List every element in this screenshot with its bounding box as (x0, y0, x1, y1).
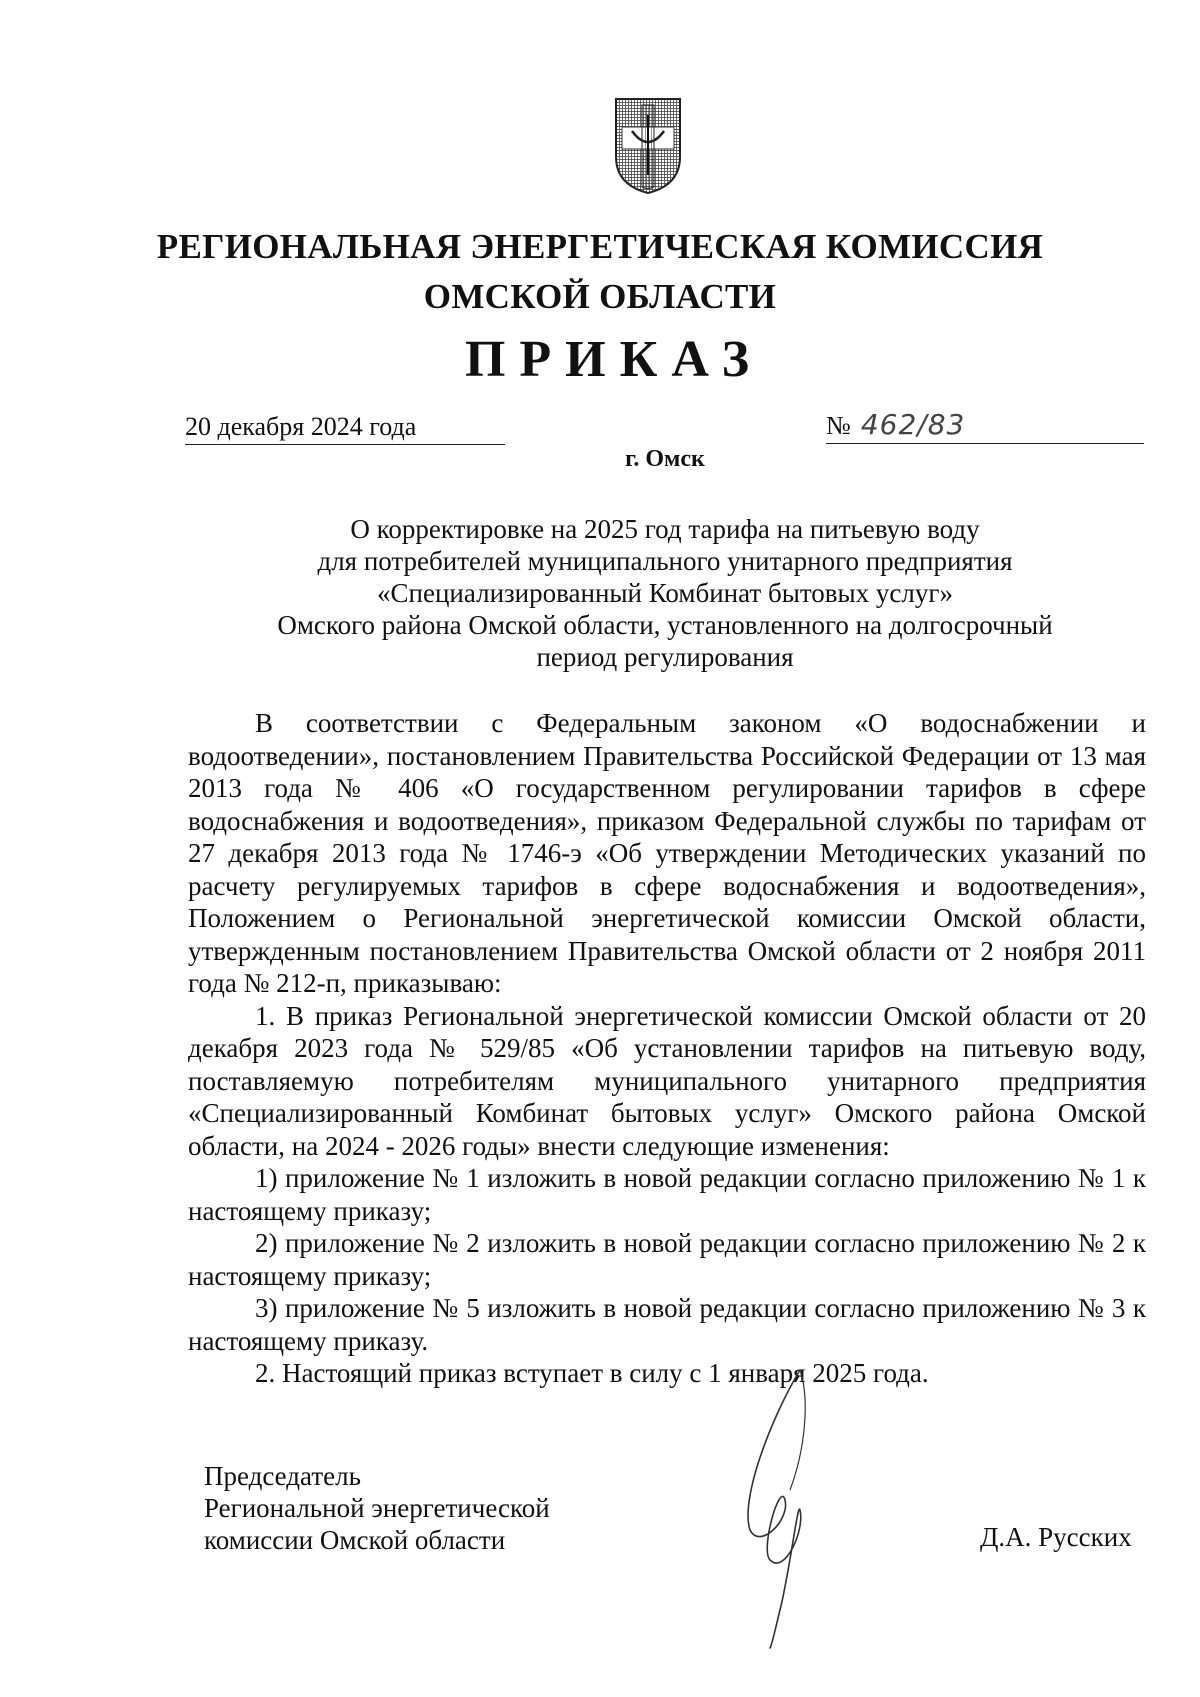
city-label: г. Омск (625, 446, 705, 472)
subject-line: О корректировке на 2025 год тарифа на питьевую воду (350, 514, 980, 544)
signer-title-line3: комиссии Омской области (204, 1525, 506, 1555)
order-number-line (826, 408, 1144, 444)
coat-of-arms-emblem (612, 95, 684, 195)
handwritten-signature (730, 1360, 870, 1650)
signer-title (204, 1460, 550, 1556)
subitem-1-paragraph: 1) приложение № 1 изложить в новой редакции согласно приложению № 1 к настоящему приказу; (188, 1163, 1146, 1226)
subitem-2-paragraph: 2) приложение № 2 изложить в новой редакции согласно приложению № 2 к настоящему приказу; (188, 1228, 1146, 1291)
subject-line: «Специализированный Комбинат бытовых услуг» (377, 578, 953, 608)
order-body (188, 707, 1146, 1390)
document-type-title: ПРИКАЗ (464, 331, 764, 388)
organization-name-line1: РЕГИОНАЛЬНАЯ ЭНЕРГЕТИЧЕСКАЯ КОМИССИЯ (156, 227, 1044, 266)
signer-name: Д.А. Русских (980, 1522, 1132, 1552)
order-subject (200, 513, 1130, 673)
subject-line: для потребителей муниципального унитарного предприятия (317, 546, 1013, 576)
order-number-prefix: № (826, 411, 851, 440)
organization-name-line2: ОМСКОЙ ОБЛАСТИ (423, 277, 777, 316)
signer-title-line1: Председатель (204, 1461, 361, 1491)
subitem-3-paragraph: 3) приложение № 5 изложить в новой редакции согласно приложению № 3 к настоящему приказу. (188, 1293, 1146, 1356)
preamble-paragraph: В соответствии с Федеральным законом «О водоснабжении и водоотведении», постановлением Правительства Российской Федерации от 13 мая 2013 года № 406 «О государственном регулировании тарифов в сфере водоснабжения и водоотведения», приказом Федеральной службы по тарифам от 27 декабря 2013 года № 1746-э «Об утверждении Методических указаний по расчету регулируемых тарифов в сфере водоснабжения и водоотведения», Положением о Региональной энергетической комиссии Омской области, утвержденным постановлением Правительства Омской области от 2 ноября 2011 года № 212-п, приказываю: (188, 708, 1146, 998)
subject-line: Омского района Омской области, установленного на долгосрочный (277, 610, 1053, 640)
subject-line: период регулирования (536, 642, 794, 672)
order-number-handwritten: 462/83 (860, 408, 966, 441)
signer-title-line2: Региональной энергетической (204, 1493, 550, 1523)
item-2-paragraph: 2. Настоящий приказ вступает в силу с 1 января 2025 года. (255, 1358, 929, 1388)
order-date: 20 декабря 2024 года (185, 412, 505, 445)
organization-name (0, 222, 1200, 322)
item-1-paragraph: 1. В приказ Региональной энергетической комиссии Омской области от 20 декабря 2023 года № 529/85 «Об установлении тарифов на питьевую воду, поставляемую потребителям муниципального унитарного предприятия «Специализированный Комбинат бытовых услуг» Омского района Омской области, на 2024 - 2026 годы» внести следующие изменения: (188, 1000, 1146, 1161)
